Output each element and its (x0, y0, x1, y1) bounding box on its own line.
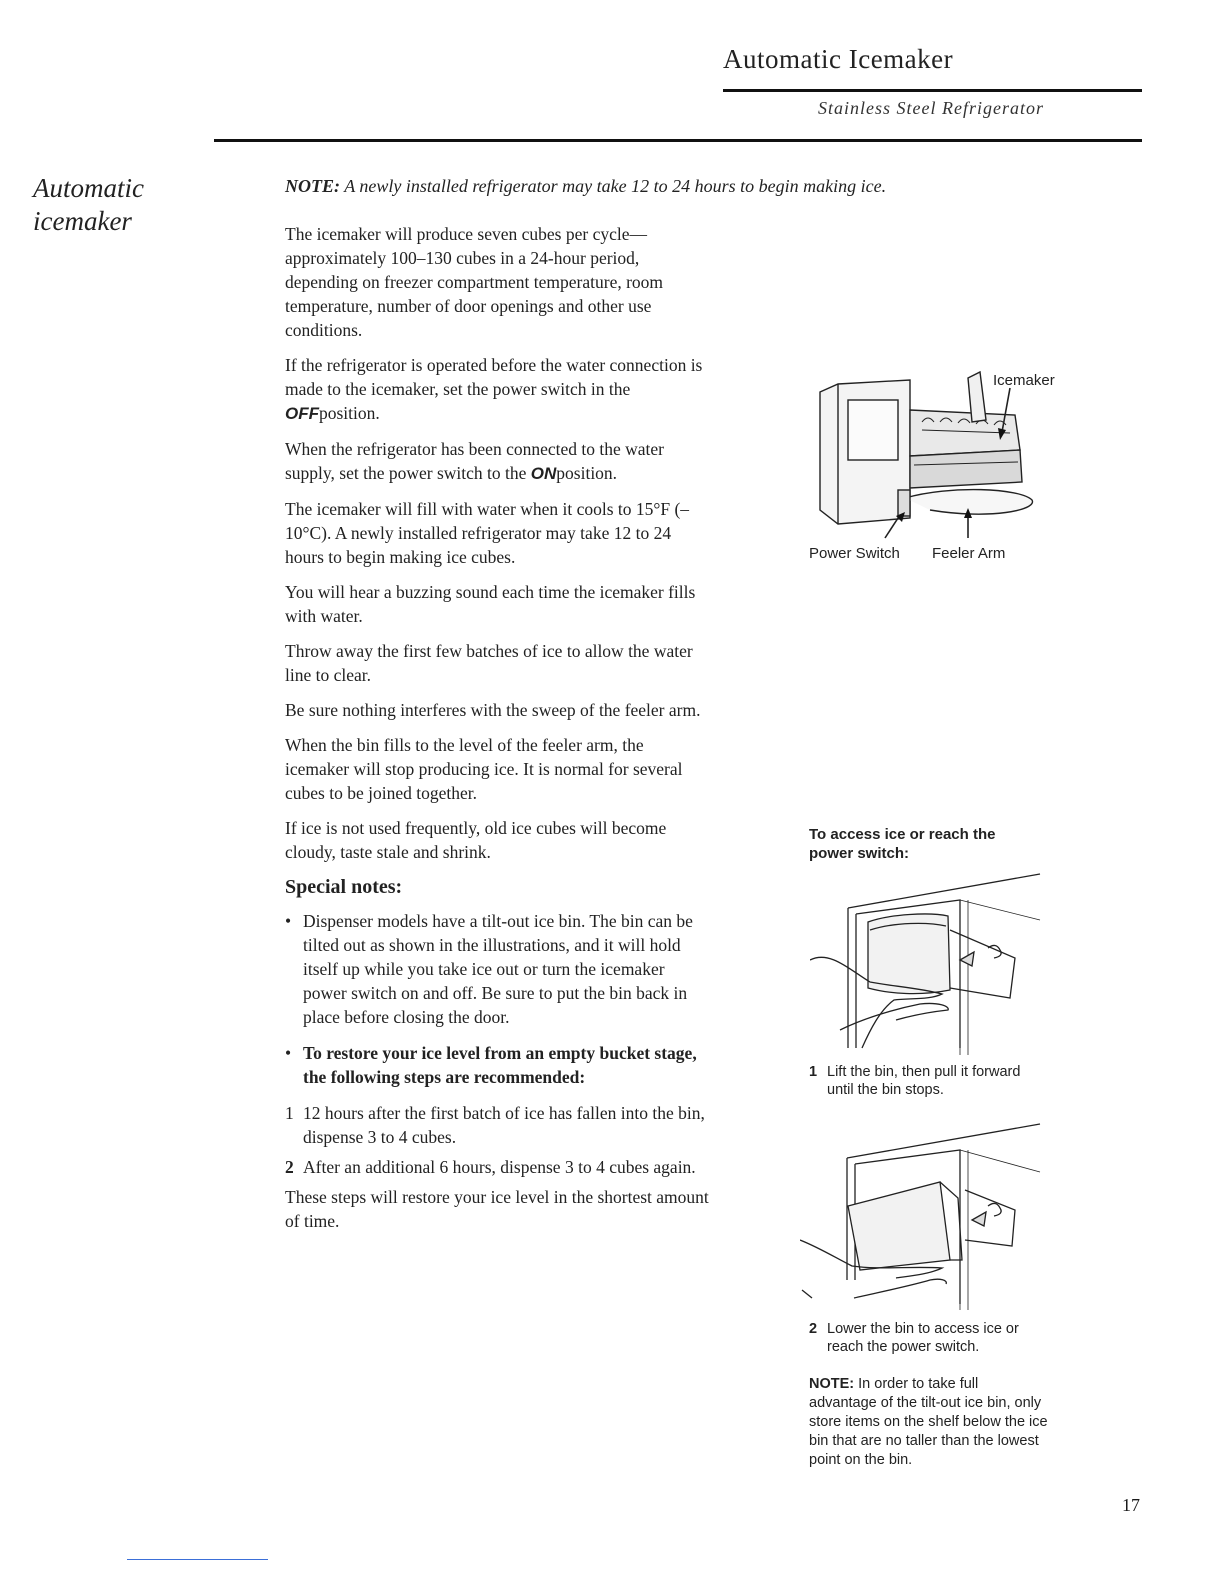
paragraph-closing: These steps will restore your ice level in the shortest amount of time. (285, 1187, 709, 1231)
access-heading: To access ice or reach the power switch: (809, 826, 996, 862)
bullet-mark: • (285, 1043, 292, 1063)
bottom-note-label: NOTE: (809, 1376, 855, 1392)
access-step-1 (809, 1063, 1049, 1099)
paragraph-old-ice: If ice is not used frequently, old ice cubes will become cloudy, taste stale and shrink. (285, 818, 667, 862)
label-icemaker: Icemaker (993, 372, 1055, 389)
bottom-note-text: In order to take full advantage of the tilt-out ice bin, only store items on the shelf below the ice bin that are no taller than the lowest point on the bin. (809, 1376, 1048, 1468)
top-note (285, 176, 1045, 197)
bottom-note (809, 1375, 1049, 1470)
paragraph-off-pre: If the refrigerator is operated before the water connection is made to the icemaker, set the power switch in the (285, 355, 703, 399)
label-power-switch: Power Switch (809, 545, 900, 562)
page-header-title: Automatic Icemaker (723, 44, 954, 74)
step-number: 2 (809, 1321, 818, 1337)
paragraph-bin-fills: When the bin fills to the level of the feeler arm, the icemaker will stop producing ice. It is normal for several cubes to be joined together. (285, 735, 683, 803)
bullet-item (285, 909, 710, 1029)
page-number: 17 (1122, 1495, 1140, 1515)
step-item (285, 1101, 710, 1149)
bullet-text-restore: To restore your ice level from an empty bucket stage, the following steps are recommended: (303, 1043, 697, 1087)
paragraph-fill-temp: The icemaker will fill with water when it cools to 15°F (–10°C). A newly installed refrigerator may take 12 to 24 hours to begin making ice cubes. (285, 499, 690, 567)
label-feeler-arm: Feeler Arm (932, 545, 1006, 562)
paragraph-production: The icemaker will produce seven cubes per cycle—approximately 100–130 cubes in a 24-hour period, depending on freezer compartment temperature, room temperature, number of door openings and other use conditions. (285, 224, 664, 340)
paragraph-on-post: position. (556, 463, 618, 483)
step-item (285, 1155, 710, 1179)
special-notes-heading: Special notes: (285, 876, 403, 898)
body-column (285, 222, 710, 1244)
bullet-text-tilt-bin: Dispenser models have a tilt-out ice bin. The bin can be tilted out as shown in the illustrations, and it will hold itself up while you take ice out or turn the icemaker power switch on and off. Be sure to put the bin back in place before closing the door. (303, 911, 693, 1027)
paragraph-on-pre: When the refrigerator has been connected to the water supply, set the power switch to the (285, 439, 664, 483)
step-text: After an additional 6 hours, dispense 3 to 4 cubes again. (303, 1157, 696, 1177)
paragraph-off-post: position. (319, 403, 380, 423)
bullet-item (285, 1041, 710, 1089)
step-number: 1 (285, 1103, 294, 1123)
step-number: 1 (809, 1064, 818, 1080)
step-text: Lower the bin to access ice or reach the power switch. (827, 1321, 1019, 1355)
access-step-2 (809, 1320, 1049, 1356)
page-header-subtitle: Stainless Steel Refrigerator (818, 98, 1044, 118)
step-text: Lift the bin, then pull it forward until the bin stops. (827, 1064, 1021, 1098)
off-keyword: OFF (285, 404, 319, 423)
bin-lift-illustration (810, 870, 1050, 1055)
paragraph-off-position (285, 353, 710, 426)
section-rule (214, 139, 1142, 142)
step-number: 2 (285, 1157, 294, 1177)
paragraph-feeler-arm: Be sure nothing interferes with the sweep of the feeler arm. (285, 700, 701, 720)
top-note-label: NOTE: (285, 176, 340, 196)
icemaker-illustration (810, 370, 1050, 545)
bin-lower-illustration (800, 1120, 1045, 1310)
header-rule (723, 89, 1142, 92)
section-title: Automatic icemaker (33, 173, 144, 236)
top-note-text: A newly installed refrigerator may take 12 to 24 hours to begin making ice. (344, 176, 887, 196)
step-text: 12 hours after the first batch of ice has fallen into the bin, dispense 3 to 4 cubes. (303, 1103, 705, 1147)
on-keyword: ON (530, 464, 557, 483)
paragraph-buzzing: You will hear a buzzing sound each time the icemaker fills with water. (285, 582, 696, 626)
paragraph-on-position (285, 437, 710, 486)
footer-line (127, 1559, 268, 1560)
bullet-mark: • (285, 911, 292, 931)
paragraph-throw-away: Throw away the first few batches of ice to allow the water line to clear. (285, 641, 693, 685)
